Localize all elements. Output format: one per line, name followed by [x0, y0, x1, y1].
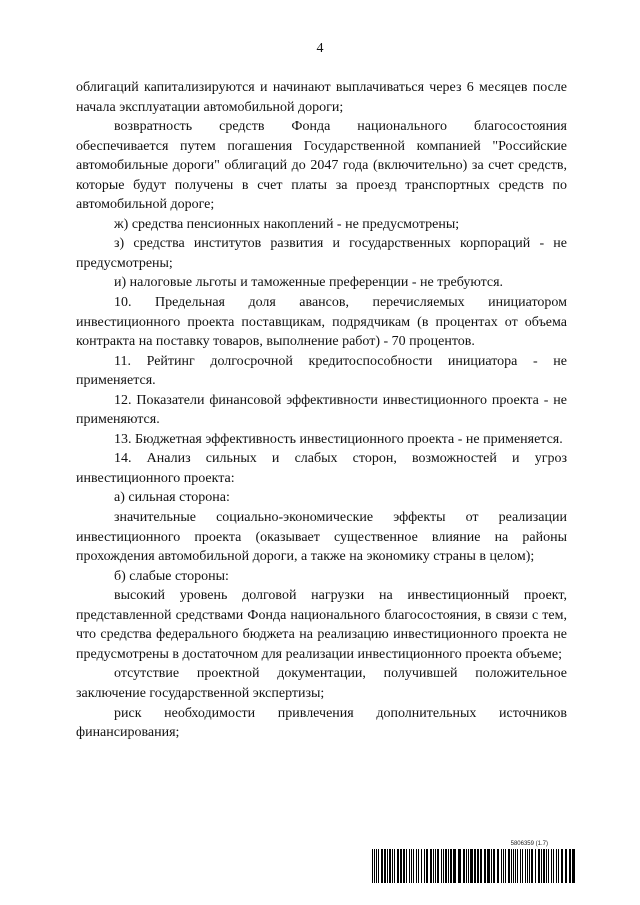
document-code: 5806359 (1.7)	[510, 841, 548, 847]
paragraph: 10. Предельная доля авансов, перечисляемых инициатором инвестиционного проекта поставщикам, подрядчикам (в процентах от объема контракта на поставку товаров, выполнение работ) - 70 процентов.	[76, 295, 567, 350]
barcode	[372, 849, 577, 883]
paragraph: отсутствие проектной документации, получившей положительное заключение государственной экспертизы;	[76, 666, 567, 701]
paragraph: а) сильная сторона:	[114, 490, 230, 506]
paragraph: 14. Анализ сильных и слабых сторон, возможностей и угроз инвестиционного проекта:	[76, 451, 567, 486]
paragraph: высокий уровень долговой нагрузки на инвестиционный проект, представленной средствами Фонда национального благосостояния, в связи с тем, что средства федерального бюджета на реализацию инвестиционного проекта не предусмотрены в достаточном для реализации инвестиционного проекта объеме;	[76, 588, 567, 662]
paragraph: ж) средства пенсионных накоплений - не предусмотрены;	[114, 216, 460, 232]
paragraph: з) средства институтов развития и государственных корпораций - не предусмотрены;	[76, 236, 567, 271]
paragraph: 12. Показатели финансовой эффективности инвестиционного проекта - не применяются.	[76, 392, 567, 428]
page-number: 4	[316, 41, 324, 56]
document-body	[76, 78, 567, 743]
paragraph: облигаций капитализируются и начинают выплачиваться через 6 месяцев после начала эксплуатации автомобильной дороги;	[76, 80, 567, 115]
paragraph: возвратность средств Фонда национального благосостояния обеспечивается путем погашения Государственной компанией "Российские автомобильные дороги" облигаций до 2047 года (включительно) за счет средств, которые будут получены в счет платы за проезд транспортных средств по автомобильной дороге;	[76, 119, 567, 213]
paragraph: риск необходимости привлечения дополнительных источников финансирования;	[76, 705, 567, 741]
paragraph: и) налоговые льготы и таможенные преференции - не требуются.	[114, 275, 504, 291]
paragraph: 11. Рейтинг долгосрочной кредитоспособности инициатора - не применяется.	[76, 353, 567, 389]
paragraph: 13. Бюджетная эффективность инвестиционного проекта - не применяется.	[114, 431, 563, 447]
paragraph: б) слабые стороны:	[114, 568, 229, 584]
paragraph: значительные социально-экономические эффекты от реализации инвестиционного проекта (оказывает существенное влияние на районы прохождения автомобильной дороги, а также на экономику страны в целом);	[76, 510, 567, 565]
